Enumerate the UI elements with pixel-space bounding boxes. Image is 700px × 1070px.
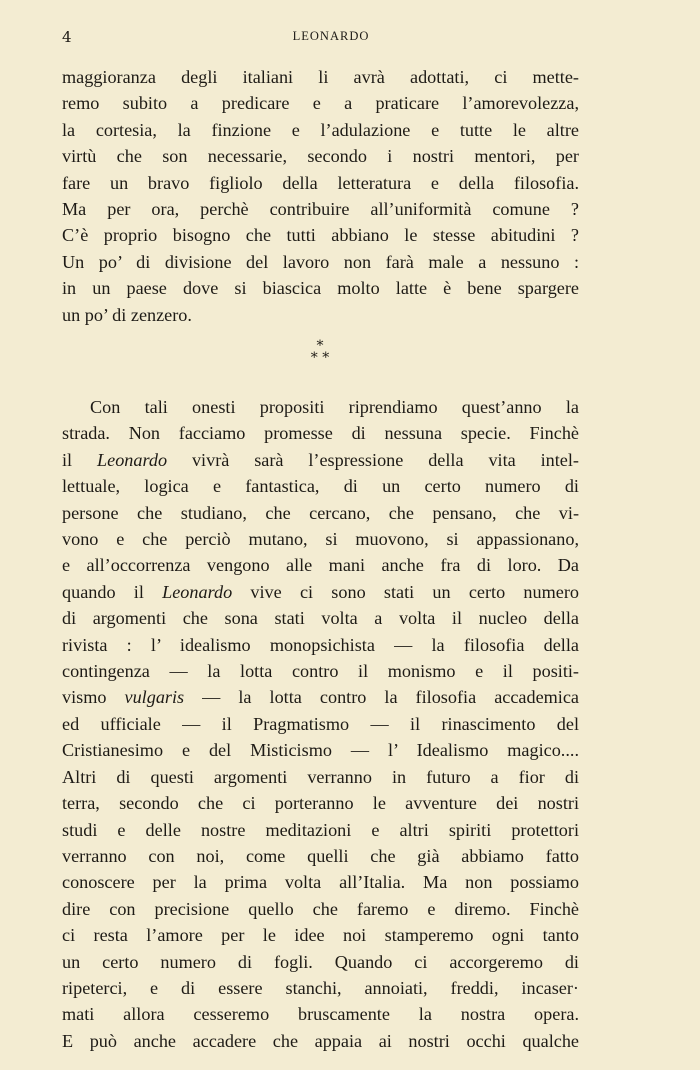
paragraph-1 <box>62 64 579 328</box>
text-line: terra, secondo che ci porteranno le avventure dei nostri <box>62 793 579 814</box>
text-line: persone che studiano, che cercano, che pensano, che vi- <box>62 502 579 523</box>
text-line <box>62 447 579 473</box>
italic-term: vulgaris <box>124 687 185 708</box>
text-line <box>62 684 579 710</box>
text-line: di argomenti che sona stati volta a volta il nucleo della <box>62 608 579 629</box>
text-line: lettuale, logica e fantastica, di un certo numero di <box>62 476 579 497</box>
text-line: fare un bravo figliolo della letteratura e della filosofia. <box>62 172 579 193</box>
text-line: un po’ di zenzero. <box>62 304 192 325</box>
text-line: vono e che perciò mutano, si muovono, si appassionano, <box>62 529 579 550</box>
text-fragment: vismo <box>62 687 125 708</box>
text-fragment: quando il <box>62 581 163 602</box>
text-line: ripeterci, e di essere stanchi, annoiati, freddi, incaser· <box>62 977 579 998</box>
text-line: Altri di questi argomenti verranno in futuro a fior di <box>62 766 579 787</box>
text-line: dire con precisione quello che faremo e diremo. Finchè <box>62 898 579 919</box>
italic-title: Leonardo <box>162 581 233 602</box>
text-line: Cristianesimo e del Misticismo — l’ Idealismo magico.... <box>62 740 579 761</box>
text-fragment: vive ci sono stati un certo numero <box>232 581 579 602</box>
text-fragment: vivrà sarà l’espressione della vita intel- <box>167 449 579 470</box>
text-line: rivista : l’ idealismo monopsichista — la filosofia della <box>62 634 579 655</box>
text-fragment: — la lotta contro la filosofia accademica <box>184 687 579 708</box>
text-line: remo subito a predicare e a praticare l’amorevolezza, <box>62 93 579 114</box>
section-separator-asterism <box>0 340 640 364</box>
text-line: mati allora cesseremo bruscamente la nostra opera. <box>62 1004 579 1025</box>
asterism-bottom-stars: * * <box>310 350 330 366</box>
text-fragment: il <box>62 449 97 470</box>
text-line: contingenza — la lotta contro il monismo e il positi- <box>62 661 579 682</box>
text-line: Con tali onesti propositi riprendiamo quest’anno la <box>90 397 579 417</box>
text-line: la cortesia, la finzione e l’adulazione e tutte le altre <box>62 119 579 140</box>
text-line: maggioranza degli italiani li avrà adottati, ci mette- <box>62 67 579 87</box>
text-line: virtù che son necessarie, secondo i nostri mentori, per <box>62 146 579 167</box>
asterism-top-star: * <box>316 338 324 354</box>
text-line: studi e delle nostre meditazioni e altri spiriti protettori <box>62 819 579 840</box>
paragraph-2 <box>62 394 579 1054</box>
text-line: strada. Non facciamo promesse di nessuna specie. Finchè <box>62 423 579 444</box>
page-number: 4 <box>62 28 73 46</box>
text-line: in un paese dove si biascica molto latte è bene spargere <box>62 278 579 299</box>
text-line: C’è proprio bisogno che tutti abbiano le stesse abitudini ? <box>62 225 579 246</box>
text-line: verranno con noi, come quelli che già abbiamo fatto <box>62 845 579 866</box>
text-line: E può anche accadere che appaia ai nostri occhi qualche <box>62 1030 579 1051</box>
text-line: Un po’ di divisione del lavoro non farà male a nessuno : <box>62 251 579 272</box>
text-line: e all’occorrenza vengono alle mani anche fra di loro. Da <box>62 555 579 576</box>
text-line: ed ufficiale — il Pragmatismo — il rinascimento del <box>62 713 579 734</box>
text-line: ci resta l’amore per le idee noi stamperemo ogni tanto <box>62 925 579 946</box>
text-line: Ma per ora, perchè contribuire all’uniformità comune ? <box>62 199 579 220</box>
page-header <box>62 28 600 52</box>
italic-title: Leonardo <box>97 449 168 470</box>
text-line: conoscere per la prima volta all’Italia. Ma non possiamo <box>62 872 579 893</box>
text-line: un certo numero di fogli. Quando ci accorgeremo di <box>62 951 579 972</box>
running-head: LEONARDO <box>292 29 370 43</box>
text-line <box>62 579 579 605</box>
